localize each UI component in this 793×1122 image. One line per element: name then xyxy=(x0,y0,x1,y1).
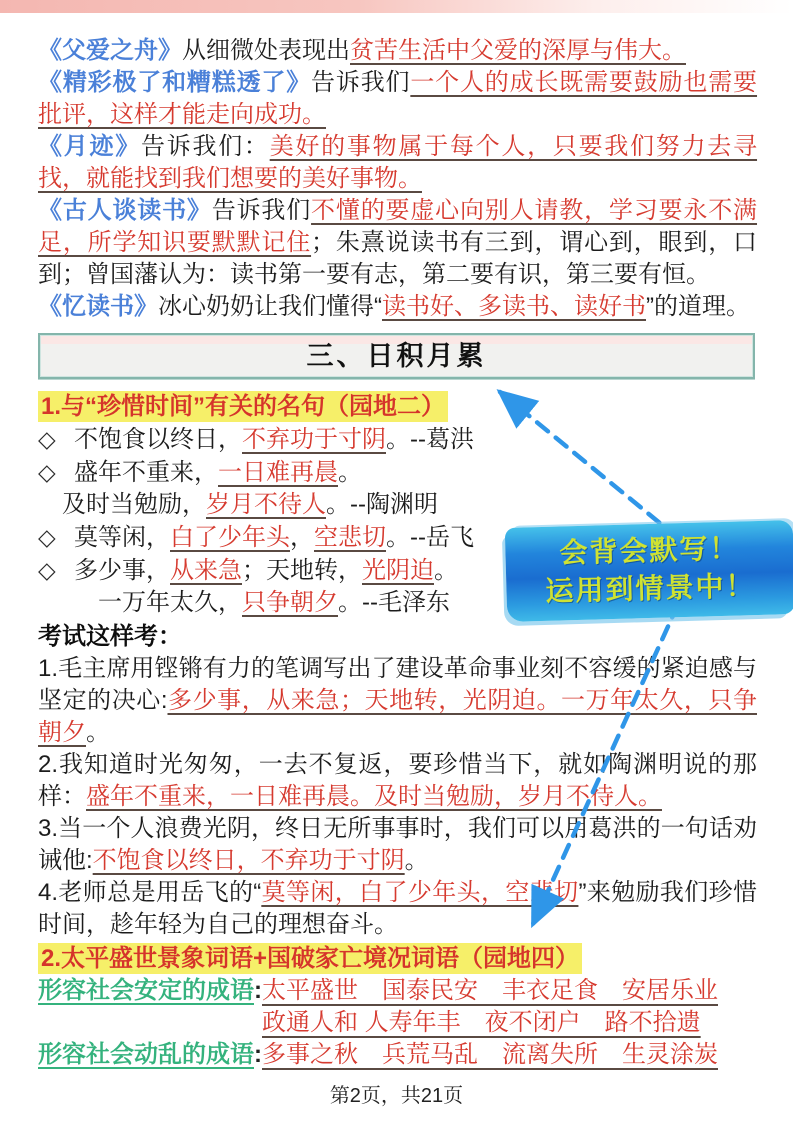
diamond-bullet-icon: ◇ xyxy=(38,524,56,550)
text-segment: 岁月不待人 xyxy=(206,491,326,518)
text-segment: 空悲切 xyxy=(314,524,386,551)
text-segment: 1.毛主席用铿锵有力的笔调写出了建设革命事业刻不容缓的紧迫感与坚定的决心: xyxy=(38,655,757,714)
text-segment: 《父爱之舟》 xyxy=(38,37,182,64)
text-segment: ”来勉励我们珍惜时间，趁年轻为自己的理想奋斗。 xyxy=(38,879,757,938)
text-segment: 不饱食以终日， xyxy=(74,426,242,453)
text-segment: 。--葛洪 xyxy=(386,426,474,453)
quote-line-continuation xyxy=(38,489,757,521)
text-segment: 。 xyxy=(404,847,429,874)
idiom-row-label: 形容社会动乱的成语 xyxy=(38,1041,254,1068)
text-segment: 。--岳飞 xyxy=(386,524,474,551)
text-segment: 从来急 xyxy=(170,557,242,584)
text-segment: 盛年不重来， xyxy=(74,459,218,486)
text-segment: 读书好、多读书、读好书 xyxy=(382,293,646,320)
badge-line-1: 会背会默写！ xyxy=(559,532,740,569)
text-segment: ；天地转， xyxy=(242,557,362,584)
text-segment: 只争朝夕 xyxy=(242,589,338,616)
exam-item-2 xyxy=(38,749,757,813)
text-segment: 莫等闲， xyxy=(74,524,170,551)
page-top-pink-strip xyxy=(0,0,793,13)
text-segment: 《月迹》 xyxy=(38,133,141,160)
text-segment: 一日难再晨 xyxy=(218,459,338,486)
text-segment: 美好的事物属于每个人，只要我们努力去寻找，就能找到我们想要的美好事物。 xyxy=(38,133,758,192)
text-segment: 冰心奶奶让我们懂得“ xyxy=(158,293,382,320)
section-header-box xyxy=(38,333,755,379)
text-segment: 《忆读书》 xyxy=(38,293,158,320)
text-segment: 一万年太久， xyxy=(98,589,242,616)
text-segment: ， xyxy=(290,524,314,551)
text-segment: 从细微处表现出 xyxy=(182,37,350,64)
idiom-row-stable-society: 形容社会安定的成语: 太平盛世 国泰民安 丰衣足食 安居乐业 政通人和 人寿年丰 夜不闭户 路不拾遗 xyxy=(38,977,718,1036)
exam-section-label: 考试这样考： xyxy=(38,623,182,650)
intro-paragraph-fuaizhizhou xyxy=(38,35,757,67)
text-segment: 。 xyxy=(338,459,362,486)
idiom-line: 政通人和 人寿年丰 夜不闭户 路不拾遗 xyxy=(262,1009,701,1036)
text-segment: 告诉我们： xyxy=(140,133,270,160)
text-segment: 不弃功于寸阴 xyxy=(242,426,386,453)
intro-paragraph-yidushu xyxy=(38,291,757,323)
callout-badge xyxy=(505,520,793,622)
idiom-row-label: 形容社会安定的成语 xyxy=(38,977,254,1004)
text-segment: 告诉我们 xyxy=(211,197,312,224)
heading-time-quotes: 1.与“珍惜时间”有关的名句（园地二） xyxy=(38,391,757,423)
intro-paragraph-yueji xyxy=(38,131,757,195)
text-segment: 告诉我们 xyxy=(311,69,411,96)
section-title: 三、日积月累 xyxy=(306,340,487,371)
exam-item-3 xyxy=(38,813,757,877)
diamond-bullet-icon: ◇ xyxy=(38,459,56,485)
text-segment: 。--陶渊明 xyxy=(326,491,438,518)
diamond-bullet-icon: ◇ xyxy=(38,557,56,583)
text-segment: 莫等闲，白了少年头，空悲切 xyxy=(261,879,579,906)
text-segment: 及时当勉励， xyxy=(62,491,206,518)
text-segment: 不懂的要虚心向别人请教，学习要永不满足，所学知识要默默记住 xyxy=(38,197,758,256)
badge-line-2: 运用到情景中！ xyxy=(545,570,756,607)
idiom-line: 多事之秋 兵荒马乱 流离失所 生灵涂炭 xyxy=(262,1041,718,1068)
text-segment: ”的道理。 xyxy=(646,293,750,320)
text-segment: 。--毛泽东 xyxy=(338,589,450,616)
quote-line xyxy=(38,423,757,456)
intro-paragraph-jingcaijile xyxy=(38,67,757,131)
page-number: 第2页，共21页 xyxy=(329,1085,464,1107)
text-segment: 贫苦生活中父爱的深厚与伟大。 xyxy=(350,37,686,64)
text-segment: 不饱食以终日，不弃功于寸阴 xyxy=(92,847,405,874)
heading-idiom-words: 2.太平盛世景象词语+国破家亡境况词语（园地四） xyxy=(38,943,757,975)
text-segment: 多少事， xyxy=(74,557,170,584)
text-segment: 。 xyxy=(86,719,110,746)
text-segment: 3.当一个人浪费光阴，终日无所事事时，我们可以用葛洪的一句话劝诫他: xyxy=(38,815,757,874)
idiom-row-chaotic-society: 形容社会动乱的成语: 多事之秋 兵荒马乱 流离失所 生灵涂炭 xyxy=(38,1041,718,1068)
text-segment: 光阴迫 xyxy=(362,557,434,584)
text-segment: 盛年不重来，一日难再晨。及时当勉励，岁月不待人。 xyxy=(86,783,662,810)
text-segment: 多少事，从来急；天地转，光阴迫。一万年太久，只争朝夕 xyxy=(38,687,757,746)
text-segment: 《古人谈读书》 xyxy=(38,197,212,224)
exam-item-1 xyxy=(38,653,757,749)
text-segment: 《精彩极了和糟糕透了》 xyxy=(38,69,312,96)
text-segment: 。 xyxy=(434,557,458,584)
text-segment: ；朱熹说读书有三到，谓心到，眼到，口到；曾国藩认为：读书第一要有志，第二要有识，第三要有恒。 xyxy=(38,229,758,288)
text-segment: 白了少年头 xyxy=(170,524,290,551)
text-segment: 一个人的成长既需要鼓励也需要批评，这样才能走向成功。 xyxy=(38,69,758,128)
quote-line xyxy=(38,456,757,489)
intro-paragraph-gurentandushu xyxy=(38,195,757,291)
text-segment: 4.老师总是用岳飞的“ xyxy=(38,879,262,906)
text-segment: 2.我知道时光匆匆，一去不复返，要珍惜当下，就如陶渊明说的那样： xyxy=(38,751,757,810)
diamond-bullet-icon: ◇ xyxy=(38,426,56,452)
idiom-line: 太平盛世 国泰民安 丰衣足食 安居乐业 xyxy=(262,977,718,1004)
exam-item-4 xyxy=(38,877,757,941)
